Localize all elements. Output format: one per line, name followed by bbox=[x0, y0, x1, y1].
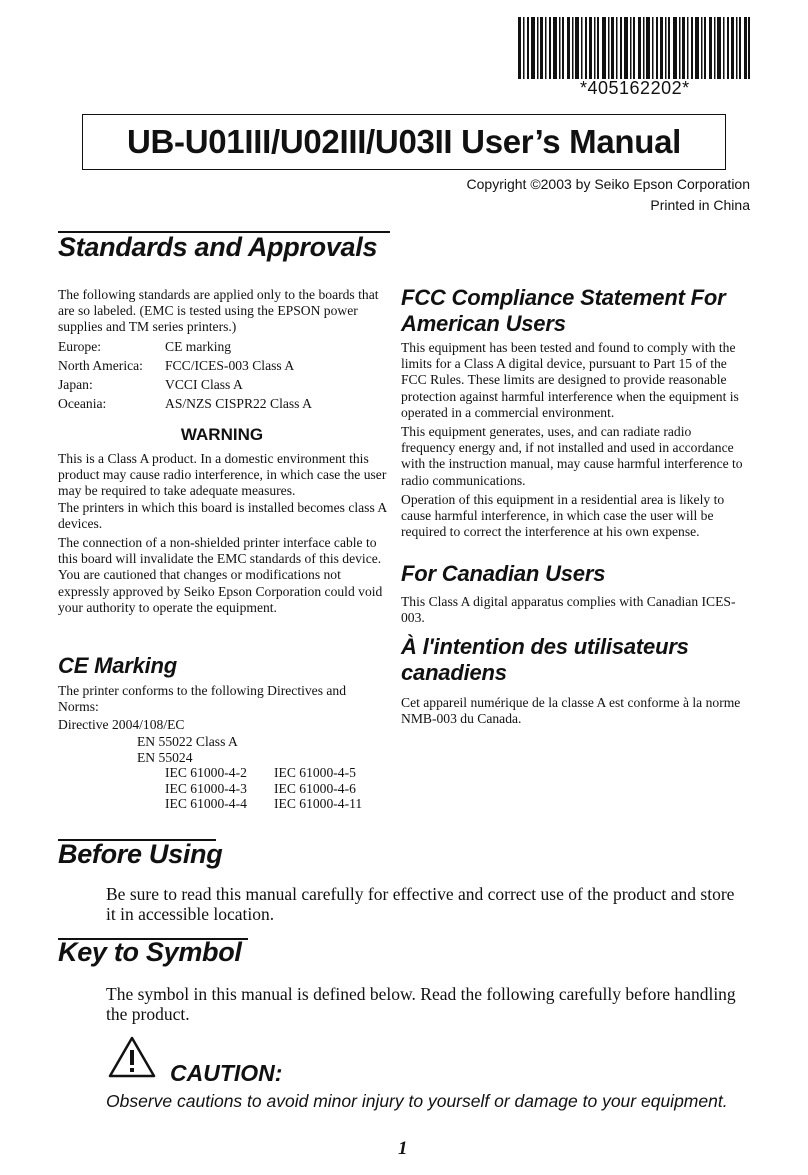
standards-row: Oceania: AS/NZS CISPR22 Class A bbox=[58, 396, 312, 411]
warning-paragraph: The printers in which this board is installed becomes class A devices. bbox=[58, 499, 387, 531]
standards-row: North America: FCC/ICES-003 Class A bbox=[58, 358, 295, 373]
warning-paragraph: The connection of a non-shielded printer interface cable to this board will invalidate the EMC standards of this device. You are cautioned that changes or modifications not expressly approved by Seiko Epson Corporation could void your authority to operate the equipment. bbox=[58, 535, 383, 615]
canada-fr-heading: À l'intention des utilisateurs canadiens bbox=[401, 634, 689, 685]
warning-triangle-icon bbox=[107, 1035, 157, 1079]
standards-intro: The following standards are applied only to the boards that are so labeled. (EMC is tested using the EPSON power supplies and TM series printers.) bbox=[58, 287, 379, 335]
iec-standard: IEC 61000-4-11 bbox=[274, 796, 363, 811]
canada-fr-text: Cet appareil numérique de la classe A est conforme à la norme NMB-003 du Canada. bbox=[401, 695, 741, 727]
page-number: 1 bbox=[398, 1138, 408, 1159]
ce-norm: EN 55022 Class A bbox=[137, 734, 238, 749]
canada-text: This Class A digital apparatus complies with Canadian ICES-003. bbox=[401, 594, 736, 626]
warning-paragraph: This is a Class A product. In a domestic environment this product may cause radio interference, in which case the user may be required to take adequate measures. bbox=[58, 451, 387, 499]
warning-text bbox=[58, 451, 388, 616]
key-symbol-heading: Key to Symbol bbox=[58, 937, 242, 967]
barcode-image bbox=[518, 17, 750, 79]
before-using-text: Be sure to read this manual carefully for effective and correct use of the product and store it in accessible location. bbox=[106, 884, 735, 924]
iec-standard: IEC 61000-4-4 bbox=[165, 796, 247, 811]
standards-row: Japan: VCCI Class A bbox=[58, 377, 243, 392]
caution-title: CAUTION: bbox=[170, 1060, 283, 1086]
ce-directive: Directive 2004/108/EC bbox=[58, 717, 185, 732]
barcode-number: *405162202* bbox=[580, 78, 690, 98]
standards-heading: Standards and Approvals bbox=[58, 232, 378, 262]
fcc-paragraph: This equipment generates, uses, and can radiate radio frequency energy and, if not installed and used in accordance with the instruction manual, may cause harmful interference to radio communications. bbox=[401, 424, 743, 488]
standards-row: Europe: CE marking bbox=[58, 339, 232, 354]
iec-standard: IEC 61000-4-5 bbox=[274, 765, 356, 780]
iec-standard: IEC 61000-4-3 bbox=[165, 781, 247, 796]
printed-in: Printed in China bbox=[650, 197, 750, 213]
warning-heading: WARNING bbox=[180, 425, 264, 444]
fcc-paragraph: This equipment has been tested and found to comply with the limits for a Class A digital device, pursuant to Part 15 of the FCC Rules. These limits are designed to provide reasonable protection against harmful interference when the equipment is operated in a commercial environment. bbox=[401, 340, 739, 420]
iec-standard: IEC 61000-4-2 bbox=[165, 765, 247, 780]
key-symbol-text: The symbol in this manual is defined below. Read the following carefully before handling the product. bbox=[106, 984, 736, 1024]
standards-section bbox=[58, 287, 388, 414]
ce-norm: EN 55024 bbox=[137, 750, 193, 765]
fcc-text bbox=[401, 340, 746, 540]
ce-heading: CE Marking bbox=[58, 653, 178, 678]
fcc-paragraph: Operation of this equipment in a residential area is likely to cause harmful interference, in which case the user will be required to correct the interference at his own expense. bbox=[401, 491, 725, 540]
caution-text: Observe cautions to avoid minor injury to yourself or damage to your equipment. bbox=[106, 1091, 728, 1111]
document-title: UB-U01III/U02III/U03II User’s Manual bbox=[126, 123, 682, 160]
before-using-heading: Before Using bbox=[58, 839, 223, 869]
iec-standard: IEC 61000-4-6 bbox=[274, 781, 356, 796]
fcc-heading: FCC Compliance Statement For American Users bbox=[401, 285, 726, 336]
canada-heading: For Canadian Users bbox=[401, 561, 606, 586]
title-box bbox=[82, 114, 726, 170]
copyright: Copyright ©2003 by Seiko Epson Corporation bbox=[466, 176, 750, 192]
ce-intro: The printer conforms to the following Directives and Norms: bbox=[58, 683, 347, 715]
